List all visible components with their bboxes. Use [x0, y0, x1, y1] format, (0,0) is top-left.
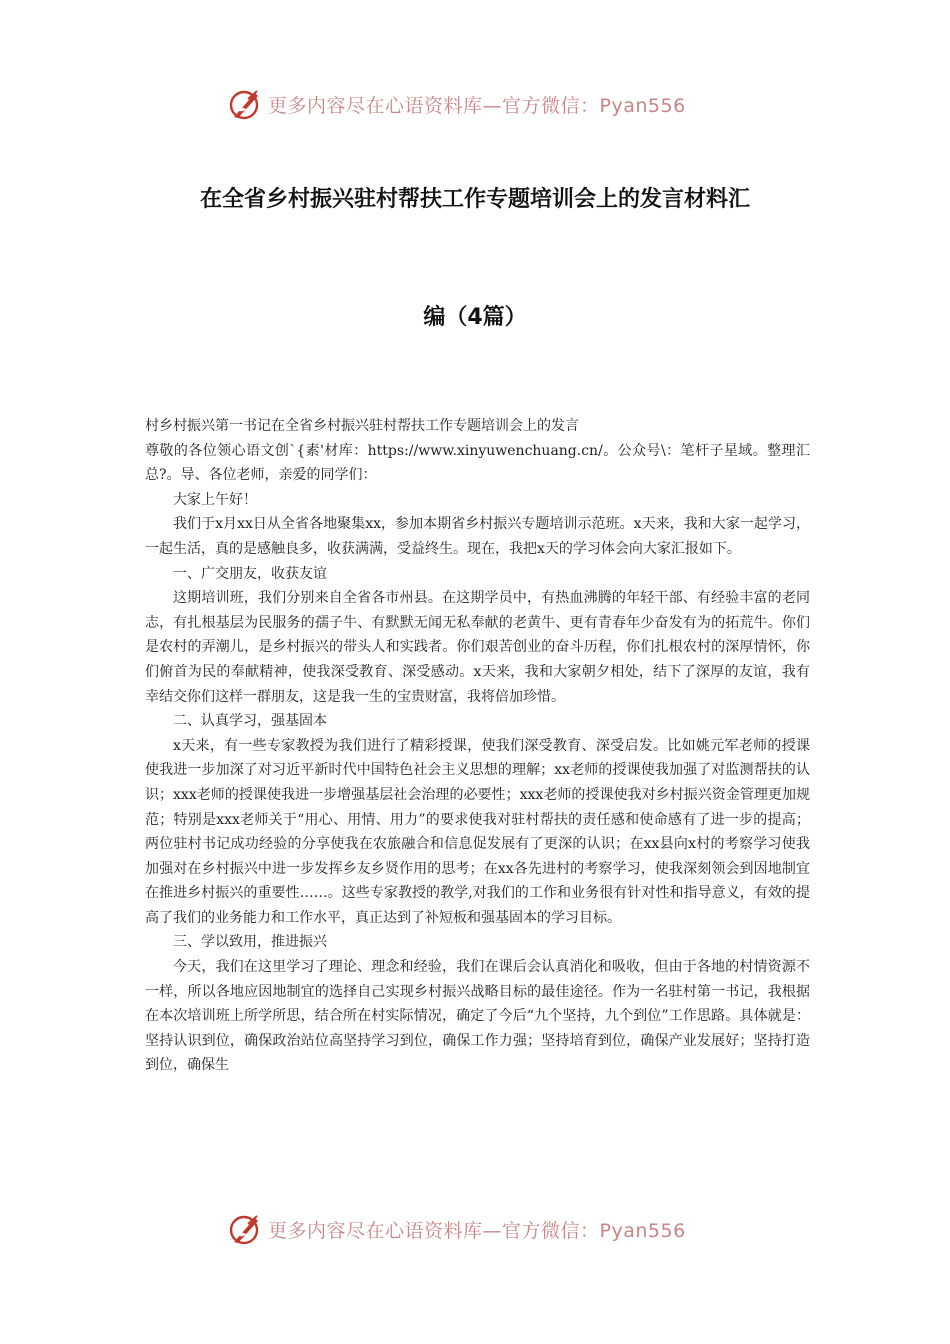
document-title-line-1: 在全省乡村振兴驻村帮扶工作专题培训会上的发言材料汇: [199, 187, 750, 212]
watermark-banner-top: [0, 84, 950, 124]
document-title-line-2: 编（4篇）: [423, 305, 527, 330]
greeting: 大家上午好！: [173, 491, 257, 508]
quill-pen-logo-icon: [228, 1212, 262, 1246]
body-paragraph: 今天，我们在这里学习了理论、理念和经验，我们在课后会认真消化和吸收，但由于各地的村情资源不一样，所以各地应因地制宜的选择自己实现乡村振兴战略目标的最佳途径。作为一名驻村第一书记，我根据在本次培训班上所学所思，结合所在村实际情况，确定了今后“九个坚持，九个到位”工作思路。具体就是：坚持认识到位，确保政治站位高坚持学习到位，确保工作力强；坚持培育到位，确保产业发展好；坚持打造到位，确保生: [145, 959, 810, 1074]
salutation: 尊敬的各位领心语文创`{素'材库：https://www.xinyuwenchuang.cn/。公众号\：笔杆子星域。整理汇总?。导、各位老师，亲爱的同学们：: [145, 442, 810, 484]
watermark-banner-bottom: [0, 1209, 950, 1249]
section-heading: 三、学以致用，推进振兴: [173, 934, 327, 951]
body-paragraph: 这期培训班，我们分别来自全省各市州县。在这期学员中，有热血沸腾的年轻干部、有经验丰富的老同志，有扎根基层为民服务的孺子牛、有默默无闻无私奉献的老黄牛、更有青春年少奋发有为的拓荒牛。你们是农村的弄潮儿，是乡村振兴的带头人和实践者。你们艰苦创业的奋斗历程，你们扎根农村的深厚情怀，你们俯首为民的奉献精神，使我深受教育、深受感动。x天来，我和大家朝夕相处，结下了深厚的友谊，我有幸结交你们这样一群朋友，这是我一生的宝贵财富，我将倍加珍惜。: [145, 590, 810, 705]
document-body: [145, 414, 810, 1078]
watermark-text: 更多内容尽在心语资料库—官方微信：Pyan556: [268, 1219, 686, 1242]
body-paragraph: x天来，有一些专家教授为我们进行了精彩授课，使我们深受教育、深受启发。比如姚元军老师的授课使我进一步加深了对习近平新时代中国特色社会主义思想的理解；xx老师的授课使我加强了对监测帮扶的认识；xxx老师的授课使我进一步增强基层社会治理的必要性；xxx老师的授课使我对乡村振兴资金管理更加规范；特别是xxx老师关于“用心、用情、用力”的要求使我对驻村帮扶的责任感和使命感有了进一步的提高；两位驻村书记成功经验的分享使我在农旅融合和信息促发展有了更深的认识；在xx县向x村的考察学习使我加强对在乡村振兴中进一步发挥乡友乡贤作用的思考；在xx各先进村的考察学习，使我深刻领会到因地制宜在推进乡村振兴的重要性……。这些专家教授的教学,对我们的工作和业务很有针对性和指导意义，有效的提高了我们的业务能力和工作水平，真正达到了补短板和强基固本的学习目标。: [145, 737, 810, 926]
section-heading: 二、认真学习，强基固本: [173, 713, 327, 730]
section-heading: 一、广交朋友，收获友谊: [173, 565, 327, 582]
watermark-text: 更多内容尽在心语资料库—官方微信：Pyan556: [268, 94, 686, 117]
quill-pen-logo-icon: [228, 87, 262, 121]
speech-heading: 村乡村振兴第一书记在全省乡村振兴驻村帮扶工作专题培训会上的发言: [145, 418, 579, 434]
body-paragraph: 我们于x月xx日从全省各地聚集xx，参加本期省乡村振兴专题培训示范班。x天来，我和大家一起学习，一起生活，真的是感触良多，收获满满，受益终生。现在，我把x天的学习体会向大家汇报如下。: [145, 516, 810, 557]
